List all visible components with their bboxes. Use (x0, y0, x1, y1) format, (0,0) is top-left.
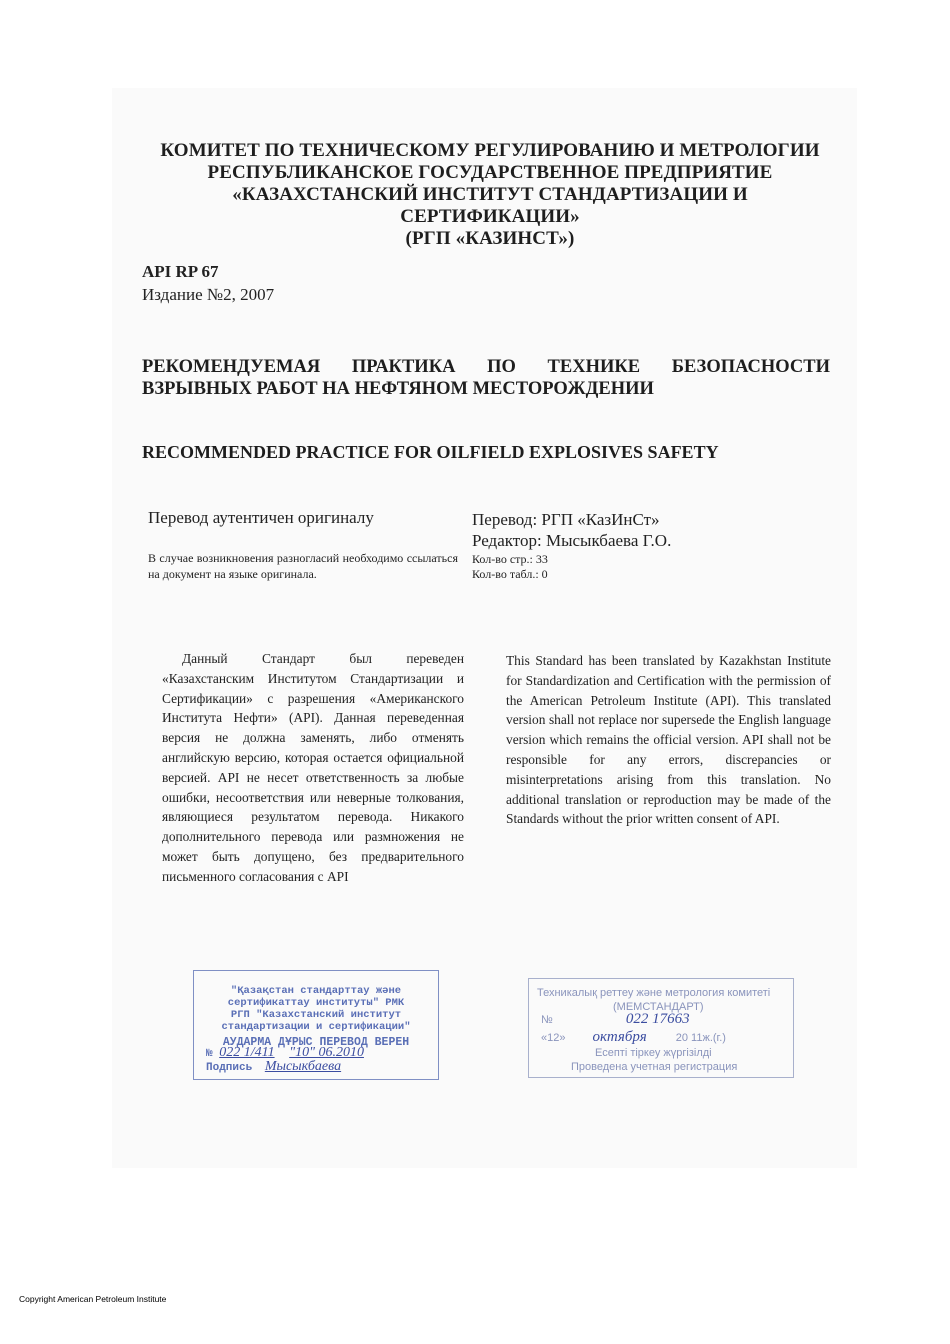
page-count: Кол-во стр.: 33 (472, 552, 548, 566)
translation-verified-stamp (193, 970, 439, 1080)
header-line: КОМИТЕТ ПО ТЕХНИЧЕСКОМУ РЕГУЛИРОВАНИЮ И МЕТРОЛОГИИ (160, 140, 820, 161)
stamp-line: сертификаттау институты" РМК (227, 997, 405, 1009)
registration-stamp (528, 978, 794, 1078)
stamp-signature-label: Подпись (206, 1062, 253, 1074)
standard-code: API RP 67 (142, 262, 219, 281)
stamp-number-value: 022 17663 (625, 1011, 690, 1027)
organization-header (140, 140, 840, 250)
stamp-line: "Қазақстан стандарттау және (230, 985, 402, 997)
stamp-date-row (541, 1031, 726, 1045)
stamp-line: стандартизации и сертификации" (221, 1021, 411, 1033)
stamp-date-value: "10" 06.2010 (289, 1045, 364, 1060)
title-russian-line1: РЕКОМЕНДУЕМАЯ ПРАКТИКА ПО ТЕХНИКЕ БЕЗОПАСНОСТИ (142, 357, 830, 377)
authenticity-statement: Перевод аутентичен оригиналу (148, 508, 374, 527)
title-english: RECOMMENDED PRACTICE FOR OILFIELD EXPLOSIVES SAFETY (142, 442, 719, 462)
discrepancy-note: В случае возникновения разногласий необходимо ссылаться на документ на языке оригинала. (148, 551, 458, 581)
header-line: «КАЗАХСТАНСКИЙ ИНСТИТУТ СТАНДАРТИЗАЦИИ И (232, 184, 748, 205)
stamp-number-value: 022 1/411 (219, 1045, 275, 1060)
header-line: РЕСПУБЛИКАНСКОЕ ГОСУДАРСТВЕННОЕ ПРЕДПРИЯТИЕ (207, 162, 773, 183)
stamp-day: «12» (541, 1032, 566, 1044)
table-count: Кол-во табл.: 0 (472, 567, 548, 581)
copyright-notice: Copyright American Petroleum Institute (19, 1294, 167, 1304)
header-line: СЕРТИФИКАЦИИ» (400, 206, 580, 227)
title-russian-line2: ВЗРЫВНЫХ РАБОТ НА НЕФТЯНОМ МЕСТОРОЖДЕНИИ (142, 379, 654, 399)
disclaimer-english-text: This Standard has been translated by Kazakhstan Institute for Standardization and Certification with the permission of the American Petroleum Institute (API). This translated version shall not replace nor supersede the English language version which remains the official version. API shall not be responsible for any errors, discrepancies or misinterpretations arising from this translation. No additional translation or reproduction may be made of the Standards without the prior written consent of API. (506, 653, 831, 827)
stamp-year: 20 11ж.(г.) (675, 1032, 726, 1044)
stamp-signature-row (206, 1061, 341, 1074)
stamp-memstandard: (МЕМСТАНДАРТ) (613, 1001, 704, 1013)
document-counts (472, 552, 548, 582)
disclaimer-russian (162, 649, 464, 887)
translator-info (472, 509, 671, 551)
stamp-registration-number (541, 1013, 690, 1027)
stamp-signature: Мысыкбаева (264, 1059, 342, 1074)
stamp-line: Проведена учетная регистрация (571, 1061, 738, 1073)
stamp-line: Есепті тіркеу жүргізілді (595, 1047, 712, 1059)
stamp-line: РГП "Казахстанский институт (230, 1009, 402, 1021)
editor: Редактор: Мысыкбаева Г.О. (472, 531, 672, 550)
header-line: (РГП «КАЗИНСТ») (405, 228, 575, 249)
stamp-number-label: № (541, 1014, 553, 1026)
title-russian (142, 356, 830, 400)
disclaimer-russian-text: Данный Стандарт был переведен «Казахстанским Институтом Стандартизации и Сертификации» с разрешения «Американского Института Нефти» (API). Данная переведенная версия не должна заменять, либо отменять английскую версию, которая остается официальной версией. API не несет ответственность за любые ошибки, несоответствия или неверные толкования, являющиеся результатом перевода. Никакого дополнительного перевода или размножения не может быть допущено, без предварительного письменного согласования с API (162, 651, 464, 884)
edition: Издание №2, 2007 (142, 285, 275, 304)
stamp-month: октября (592, 1029, 647, 1045)
stamp-number-label: № (206, 1048, 213, 1060)
translator: Перевод: РГП «КазИнСт» (472, 510, 660, 529)
stamp-committee: Техникалық реттеу және метрология комитеті (537, 987, 771, 999)
disclaimer-english (506, 651, 831, 829)
stamp-line: АУДАРМА ДҰРЫС ПЕРЕВОД ВЕРЕН (222, 1036, 410, 1049)
